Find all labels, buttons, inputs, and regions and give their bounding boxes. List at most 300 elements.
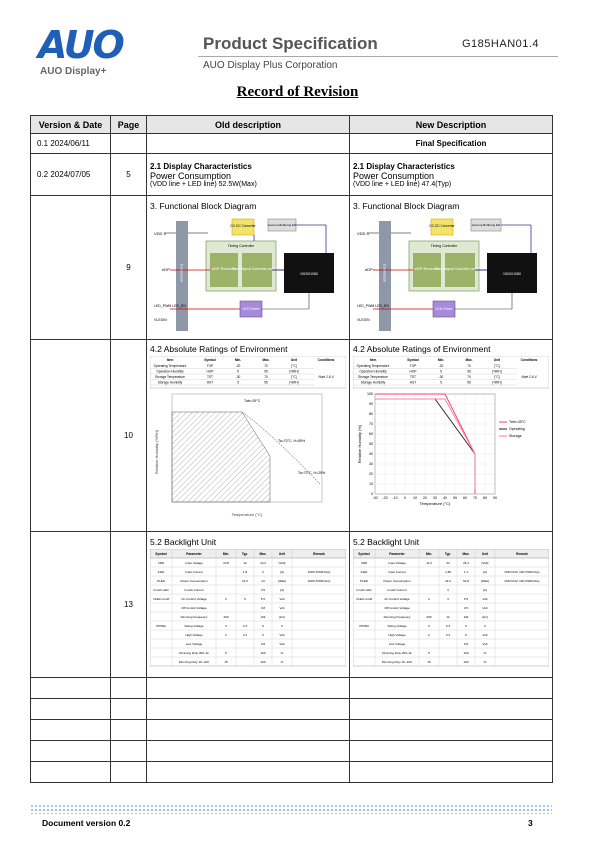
- table-row: [31, 340, 553, 532]
- env-cell: 95: [264, 369, 268, 373]
- bl-cell: On Control Voltage: [384, 596, 410, 601]
- connector-label: Connector: [382, 263, 388, 282]
- bl-cell: 26.4: [463, 560, 469, 565]
- env-cell: 70: [467, 363, 471, 368]
- panel-ctrl-label: Panel signal Controller and Data: [231, 266, 283, 271]
- env-cell: -20: [235, 363, 241, 368]
- document-version: Document version 0.2: [42, 818, 131, 828]
- vdd-label: VDD 3: [357, 230, 369, 236]
- table-row: [31, 762, 553, 783]
- env-header-min: Min.: [437, 357, 445, 362]
- env-cell: HOP: [206, 369, 214, 373]
- bl-cell: VLED on/off: [355, 596, 373, 601]
- led-driver-label: LED Driver: [242, 306, 260, 311]
- bl-header-cell: Remark: [516, 551, 528, 556]
- bl-cell: VLED on/off: [152, 596, 170, 601]
- bl-cell: 5: [428, 650, 430, 655]
- bl-cell: 3: [428, 623, 430, 628]
- header-version: Version & Date: [31, 116, 111, 134]
- bl-cell: 1.86: [445, 569, 451, 574]
- env-header-item: Item: [166, 357, 174, 362]
- bl-cell: 44.6: [445, 578, 451, 583]
- header-new: New Description: [350, 116, 553, 134]
- panel-ctrl-label: Panel signal Controller and Data: [434, 266, 486, 271]
- bl-cell: Low Voltage: [388, 641, 406, 646]
- vdd-label: VDD 3: [154, 230, 166, 236]
- bl-cell: [Volt]: [278, 560, 286, 565]
- bl-cell: 5.5: [260, 596, 266, 601]
- row-page: 5: [111, 154, 147, 196]
- timing-label: Timing Controller: [430, 243, 458, 248]
- env-cell: [%RH]: [289, 380, 299, 384]
- bl-header-cell: Min.: [222, 551, 230, 556]
- bl-cell: Swing Voltage: [184, 623, 204, 628]
- env-header-item: Item: [369, 357, 377, 362]
- env-cell: Operating Temperature: [356, 363, 390, 368]
- row-old: [147, 340, 350, 532]
- old-backlight-table: [150, 549, 346, 673]
- env-cell: -20: [438, 363, 444, 368]
- y-tick-label: 30: [369, 461, 373, 466]
- env-cell: [°C]: [494, 374, 500, 379]
- bl-cell: 1.8: [242, 569, 248, 574]
- y-tick-label: 70: [369, 421, 373, 426]
- env-cell: 95: [467, 380, 471, 384]
- bl-cell: %: [280, 659, 284, 664]
- bl-cell: Dimming Duty 200~1k: [382, 650, 412, 655]
- old-x-axis-label: Temperature (°C): [231, 511, 263, 517]
- bl-cell: 0.8: [260, 605, 266, 610]
- y-tick-label: 0: [371, 491, 373, 496]
- bl-cell: Inrush Current: [184, 587, 204, 592]
- bl-cell: [Watt]: [278, 578, 286, 583]
- x-tick-label: -10: [392, 495, 398, 500]
- bl-cell: Volt: [482, 596, 488, 601]
- header-divider: [198, 56, 558, 57]
- new-caption: 4.2 Absolute Ratings of Environment: [353, 343, 491, 354]
- env-cell: TOP: [409, 363, 417, 368]
- env-cell: HOP: [409, 369, 417, 373]
- led-driver-label: LED Driver: [435, 306, 453, 311]
- env-cell: HST: [206, 380, 214, 384]
- env-cell: Operating Temperature: [153, 363, 187, 368]
- bl-cell: Dimming Duty 1K~10K: [178, 659, 210, 664]
- env-cell: [%RH]: [492, 369, 502, 373]
- env-cell: 70: [467, 374, 471, 379]
- bl-cell: [Volt]: [481, 560, 489, 565]
- x-tick-label: 50: [453, 495, 457, 500]
- new-caption: 5.2 Backlight Unit: [353, 536, 420, 547]
- env-cell: 5: [440, 369, 442, 373]
- edp-receiver-label: eDP Receiver: [414, 265, 440, 271]
- env-header-min: Min.: [234, 357, 242, 362]
- x-axis-label: Temperature (°C): [419, 500, 451, 506]
- new-line: Power Consumption: [353, 170, 435, 181]
- y-tick-label: 60: [369, 431, 373, 436]
- bl-cell: 5.5: [463, 596, 469, 601]
- row-old: [147, 196, 350, 340]
- bl-cell: Swing Voltage: [387, 623, 407, 628]
- bl-cell: 100% PWM Duty: [307, 578, 331, 583]
- env-header-conditions: Conditions: [520, 357, 538, 362]
- bl-cell: Input Voltage: [185, 560, 203, 565]
- env-cell: [%RH]: [492, 380, 502, 384]
- edp-label: eDP: [162, 266, 170, 272]
- y-tick-label: 50: [369, 441, 373, 446]
- row-old: [147, 134, 350, 154]
- bl-cell: 11.0: [426, 560, 432, 565]
- annotation-twb: Twb=39°C: [244, 398, 261, 403]
- row-new: [350, 196, 553, 340]
- row-old: [147, 532, 350, 678]
- bl-cell: %: [280, 650, 284, 655]
- bl-cell: Volt: [279, 605, 285, 610]
- row-new: Final Specification: [350, 134, 553, 154]
- legend-label: Storage: [509, 433, 522, 438]
- gamma-label: Gamma Buffering ED: [471, 222, 501, 227]
- annotation-mid: Ta=70°C, H=55%: [278, 438, 306, 443]
- legend-label: Twb=39°C: [509, 419, 526, 424]
- row-version: [31, 340, 111, 532]
- doc-header-title: Product Specification: [203, 34, 378, 53]
- bl-header-cell: Parameter: [389, 551, 405, 556]
- bl-cell: 5: [465, 632, 467, 637]
- env-cell: Storage Humidity: [360, 380, 386, 384]
- env-cell: Operation Humidity: [359, 369, 387, 373]
- env-cell: [°C]: [291, 374, 297, 379]
- bl-cell: 2: [225, 596, 227, 601]
- connector-label: Connector: [179, 263, 185, 282]
- env-note: Note 2 & 4: [318, 374, 334, 379]
- env-header-unit: Unit: [290, 357, 298, 362]
- x-tick-label: 40: [443, 495, 447, 500]
- row-version: 0.1 2024/06/11: [31, 134, 111, 154]
- bl-header-cell: Unit: [481, 551, 489, 556]
- bl-header-cell: Max.: [259, 551, 267, 556]
- logo-mark: AUO: [38, 23, 123, 67]
- env-cell: -30: [235, 374, 241, 379]
- bl-cell: Input Current: [388, 569, 406, 574]
- bl-cell: 3.3: [242, 632, 248, 637]
- bl-cell: Volt: [279, 641, 285, 646]
- env-note: Note 2 & 4: [521, 374, 537, 379]
- bl-cell: [Hz]: [482, 614, 488, 619]
- bl-cell: 3: [225, 623, 227, 628]
- bl-cell: 100: [260, 659, 266, 664]
- bl-header-cell: Parameter: [186, 551, 202, 556]
- x-tick-label: 80: [483, 495, 487, 500]
- bl-cell: 5: [262, 623, 264, 628]
- x-tick-label: 10: [413, 495, 417, 500]
- bl-cell: V: [483, 623, 487, 628]
- old-detail: (VDD line + LED line) 52.5W(Max): [150, 180, 257, 188]
- env-cell: Storage Temperature: [155, 374, 185, 379]
- env-header-symbol: Symbol: [204, 357, 216, 362]
- bl-cell: PLED: [360, 578, 368, 583]
- auo-logo: [38, 23, 138, 77]
- bl-cell: 10.8: [223, 560, 229, 565]
- x-tick-label: -20: [382, 495, 388, 500]
- y-tick-label: 20: [369, 471, 373, 476]
- page-number: 3: [528, 818, 533, 828]
- bl-cell: 100: [260, 650, 266, 655]
- y-tick-label: 100: [367, 391, 373, 396]
- bl-cell: 3.3: [445, 632, 451, 637]
- new-backlight-table: [353, 549, 549, 673]
- bl-cell: 5: [465, 623, 467, 628]
- bl-cell: 2: [262, 569, 264, 574]
- gamma-label: Gamma Buffering ED: [267, 222, 297, 227]
- env-cell: [°C]: [291, 363, 297, 368]
- panel-label: 1920X1080: [503, 271, 521, 276]
- header-page: Page: [111, 116, 147, 134]
- x-tick-label: 30: [433, 495, 437, 500]
- humidity-chart: [357, 392, 526, 506]
- bl-cell: 10k: [260, 614, 266, 619]
- bl-cell: ILED: [360, 569, 368, 574]
- bl-cell: %: [483, 659, 487, 664]
- bl-cell: 100: [463, 659, 469, 664]
- dcdc-label: DC-DC Converter: [429, 223, 455, 228]
- bl-cell: VDD=24V, 10K PWM Duty: [504, 578, 540, 583]
- table-row: [31, 134, 553, 154]
- bl-cell: [A]: [280, 587, 284, 592]
- bl-cell: 15: [224, 659, 228, 664]
- bl-cell: VDD: [157, 560, 165, 565]
- table-row: [31, 720, 553, 741]
- bl-cell: Volt: [482, 605, 488, 610]
- x-tick-label: 20: [423, 495, 427, 500]
- env-header-max: Max.: [262, 357, 270, 362]
- row-version: 0.2 2024/07/05: [31, 154, 111, 196]
- bl-cell: 3: [447, 587, 449, 592]
- env-cell: 70: [264, 374, 268, 379]
- row-new: [350, 154, 553, 196]
- bl-cell: Inrush Current: [387, 587, 407, 592]
- row-page: 9: [111, 196, 147, 340]
- env-cell: 5: [440, 380, 442, 384]
- bl-cell: V: [280, 623, 284, 628]
- y-tick-label: 10: [369, 481, 373, 486]
- new-block-diagram: [353, 213, 549, 335]
- table-row: [31, 699, 553, 720]
- row-page: [111, 134, 147, 154]
- bl-cell: 3: [447, 596, 449, 601]
- page-title: Record of Revision: [236, 84, 359, 100]
- led-out-label: VLEDIN: [357, 317, 370, 322]
- table-row: [31, 678, 553, 699]
- revision-table: [30, 115, 553, 783]
- env-cell: 95: [264, 380, 268, 384]
- bl-cell: Volt: [279, 632, 285, 637]
- bl-cell: Low Voltage: [185, 641, 203, 646]
- bl-header-cell: Typ.: [241, 551, 249, 556]
- env-header-unit: Unit: [493, 357, 501, 362]
- bl-cell: Dimming Duty 300~1k: [179, 650, 209, 655]
- row-old: [147, 154, 350, 196]
- bl-cell: [A]: [483, 569, 487, 574]
- annotation-low: Ta=70°C, H=25%: [298, 470, 326, 475]
- bl-header-cell: Symbol: [358, 551, 370, 556]
- bl-cell: Dimming Frequency: [180, 614, 208, 619]
- bl-cell: High Voltage: [388, 632, 406, 637]
- bl-cell: 0.8: [463, 641, 469, 646]
- old-line: Power Consumption: [150, 170, 232, 181]
- bl-cell: Volt: [482, 641, 488, 646]
- bl-cell: 3.5: [260, 587, 266, 592]
- bl-cell: 15: [427, 659, 431, 664]
- env-cell: HST: [409, 380, 417, 384]
- bl-cell: [A]: [280, 569, 284, 574]
- bl-cell: Power Consumption: [383, 578, 411, 583]
- bl-cell: 24: [261, 578, 265, 583]
- new-section: 2.1 Display Characteristics: [353, 161, 455, 171]
- timing-label: Timing Controller: [227, 243, 255, 248]
- row-page: 13: [111, 532, 147, 678]
- bl-cell: 5: [262, 632, 264, 637]
- table-row: [31, 741, 553, 762]
- bl-cell: 12: [243, 560, 247, 565]
- y-tick-label: 90: [369, 401, 373, 406]
- y-axis-label: Relative Humidity (%): [357, 424, 362, 463]
- bl-cell: 1.1: [463, 569, 469, 574]
- x-tick-label: 60: [463, 495, 467, 500]
- bl-header-cell: Symbol: [155, 551, 167, 556]
- edp-receiver-label: eDP Receiver: [211, 265, 237, 271]
- bl-cell: Input Current: [185, 569, 203, 574]
- bl-cell: Volt: [482, 632, 488, 637]
- table-row: [31, 154, 553, 196]
- bl-cell: Input Voltage: [388, 560, 406, 565]
- new-env-figure: [353, 356, 549, 528]
- env-cell: [°C]: [494, 363, 500, 368]
- new-caption: 3. Functional Block Diagram: [353, 200, 460, 211]
- bl-cell: PLED: [157, 578, 165, 583]
- env-cell: 5: [237, 380, 239, 384]
- bl-cell: 21.6: [242, 578, 248, 583]
- bl-header-cell: Min.: [425, 551, 433, 556]
- panel-label: 1920X1080: [300, 271, 318, 276]
- led-pwm-label: LED_PWM LED_EN: [154, 303, 186, 308]
- env-cell: [%RH]: [289, 369, 299, 373]
- company-name: AUO Display Plus Corporation: [203, 60, 338, 71]
- footer-dots: [30, 804, 552, 814]
- old-caption: 5.2 Backlight Unit: [150, 536, 217, 547]
- bl-cell: 200: [426, 614, 432, 619]
- old-env-figure: [150, 356, 346, 528]
- old-y-axis-label: Relative Humidity (%RH): [154, 429, 159, 474]
- env-cell: -30: [438, 374, 444, 379]
- bl-cell: 0.8: [260, 641, 266, 646]
- bl-cell: VDD: [360, 560, 368, 565]
- legend-label: Operating: [509, 426, 525, 431]
- bl-cell: 200: [223, 614, 229, 619]
- bl-cell: High Voltage: [185, 632, 203, 637]
- bl-cell: ILED: [157, 569, 165, 574]
- env-cell: Storage Temperature: [358, 374, 388, 379]
- row-new: [350, 340, 553, 532]
- bl-cell: VDD=24V, 10K PWM Duty: [504, 569, 540, 574]
- bl-header-cell: Unit: [278, 551, 286, 556]
- x-tick-label: 90: [493, 495, 497, 500]
- bl-cell: 3.3: [445, 623, 451, 628]
- env-cell: Operation Humidity: [156, 369, 184, 373]
- led-pwm-label: LED_PWM LED_EN: [357, 303, 389, 308]
- bl-cell: Off Control Voltage: [384, 605, 410, 610]
- env-cell: TST: [409, 374, 417, 379]
- bl-cell: 10k: [463, 614, 469, 619]
- dcdc-label: DC-DC Converter: [230, 223, 256, 228]
- bl-cell: 100: [463, 650, 469, 655]
- old-section: 2.1 Display Characteristics: [150, 161, 252, 171]
- table-header-row: [31, 116, 553, 134]
- y-tick-label: 80: [369, 411, 373, 416]
- model-code: G185HAN01.4: [462, 38, 540, 50]
- bl-cell: 0.5: [463, 605, 469, 610]
- env-cell: Storage Humidity: [157, 380, 183, 384]
- row-version: [31, 532, 111, 678]
- new-detail: (VDD line + LED line) 47.4(Typ): [353, 180, 452, 188]
- old-caption: 4.2 Absolute Ratings of Environment: [150, 343, 288, 354]
- bl-header-cell: Remark: [313, 551, 325, 556]
- table-row: [31, 196, 553, 340]
- bl-cell: PPWM: [359, 623, 369, 628]
- bl-cell: 100% PWM Duty: [307, 569, 331, 574]
- bl-cell: 52.8: [463, 578, 469, 583]
- row-page: 10: [111, 340, 147, 532]
- bl-cell: Inrush LED: [356, 587, 372, 592]
- env-header-symbol: Symbol: [407, 357, 419, 362]
- bl-cell: Off Control Voltage: [181, 605, 207, 610]
- row-new: [350, 532, 553, 678]
- row-version: [31, 196, 111, 340]
- led-out-label: VLEDIN: [154, 317, 167, 322]
- bl-header-cell: Max.: [462, 551, 470, 556]
- bl-cell: [Watt]: [481, 578, 489, 583]
- bl-cell: PPWM: [156, 623, 166, 628]
- bl-cell: 5: [244, 596, 246, 601]
- bl-cell: Dimming Frequency: [383, 614, 411, 619]
- env-cell: 70: [264, 363, 268, 368]
- bl-cell: 24: [446, 560, 450, 565]
- bl-cell: %: [483, 650, 487, 655]
- x-tick-label: 0: [404, 495, 406, 500]
- bl-header-cell: Typ.: [444, 551, 452, 556]
- env-cell: 95: [467, 369, 471, 373]
- bl-cell: Dimming Duty 1K~10K: [381, 659, 413, 664]
- env-cell: 5: [237, 369, 239, 373]
- header-old: Old description: [147, 116, 350, 134]
- env-cell: TOP: [206, 363, 214, 368]
- env-header-conditions: Conditions: [317, 357, 335, 362]
- bl-cell: 2: [428, 632, 430, 637]
- table-row: [31, 532, 553, 678]
- bl-cell: Volt: [279, 596, 285, 601]
- bl-cell: [Hz]: [279, 614, 285, 619]
- old-block-diagram: [150, 213, 346, 335]
- x-tick-label: 70: [473, 495, 477, 500]
- edp-label: eDP: [365, 266, 373, 272]
- y-tick-label: 40: [369, 451, 373, 456]
- logo-subtitle: AUO Display+: [40, 66, 107, 77]
- env-header-max: Max.: [465, 357, 473, 362]
- bl-cell: Inrush LED: [153, 587, 169, 592]
- bl-cell: 13.2: [260, 560, 266, 565]
- env-cell: TST: [206, 374, 214, 379]
- x-tick-label: -30: [372, 495, 378, 500]
- bl-cell: Power Consumption: [180, 578, 208, 583]
- bl-cell: 2: [225, 632, 227, 637]
